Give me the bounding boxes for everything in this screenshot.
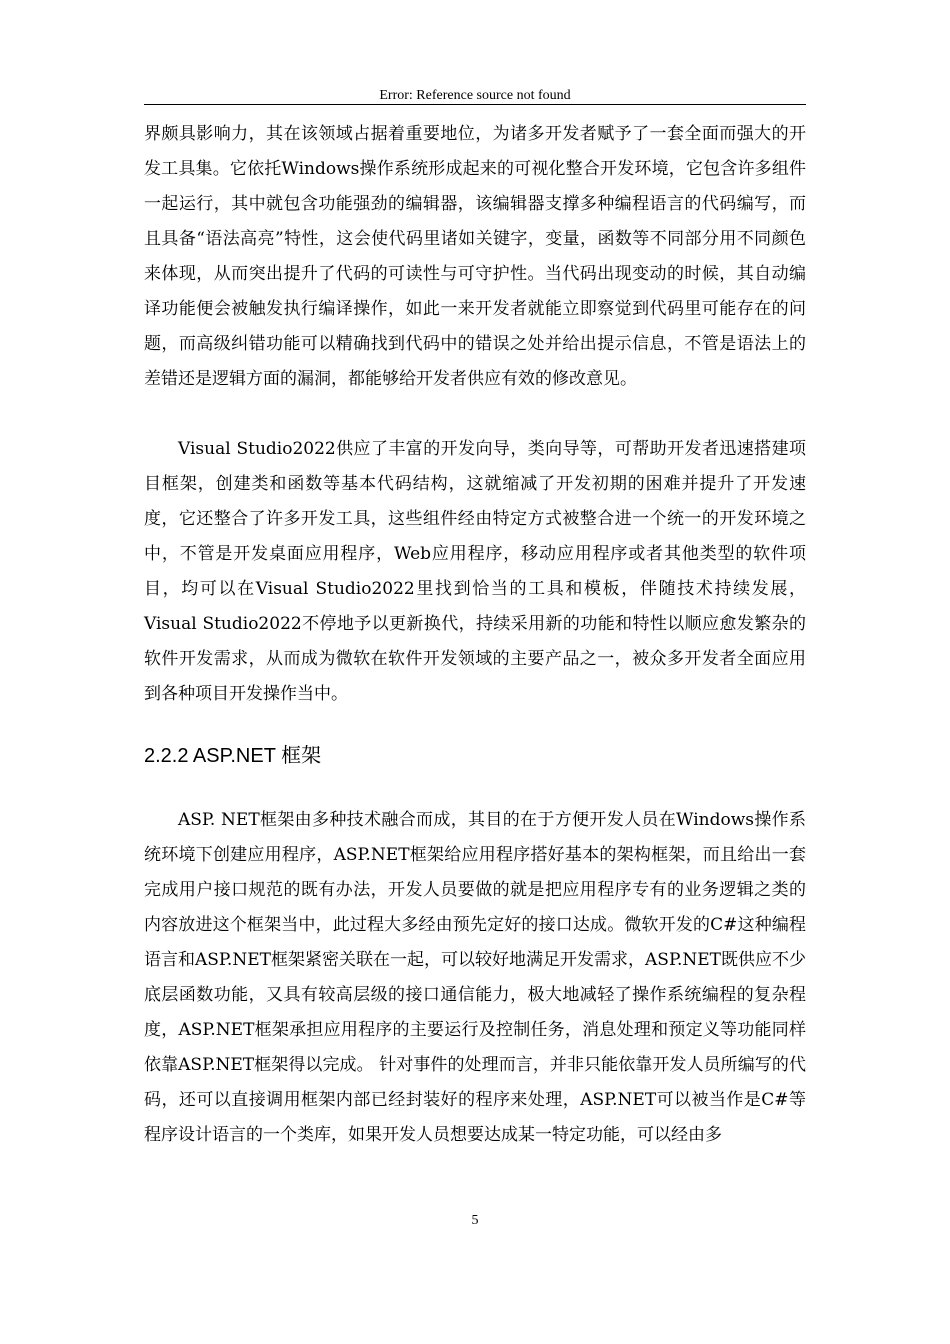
page-number: 5 (471, 1213, 479, 1228)
body-paragraph-3 (144, 803, 806, 1153)
body-paragraph-1-text: 界颇具影响力，其在该领域占据着重要地位，为诸多开发者赋予了一套全面而强大的开发工具集。它依托Windows操作系统形成起来的可视化整合开发环境，它包含许多组件一起运行，其中就包含功能强劲的编辑器，该编辑器支撑多种编程语言的代码编写，而且具备“语法高亮”特性，这会使代码里诸如关键字，变量，函数等不同部分用不同颜色来体现，从而突出提升了代码的可读性与可守护性。当代码出现变动的时候，其自动编译功能便会被触发执行编译操作，如此一来开发者就能立即察觉到代码里可能存在的问题，而高级纠错功能可以精确找到代码中的错误之处并给出提示信息，不管是语法上的差错还是逻辑方面的漏洞，都能够给开发者供应有效的修改意见。 (144, 124, 806, 389)
body-paragraph-1 (144, 117, 806, 397)
body-paragraph-2 (144, 432, 806, 712)
page-header: Error: Reference source not found (379, 88, 571, 103)
section-heading: 2.2.2 ASP.NET 框架 (144, 745, 322, 767)
body-paragraph-3-text: ASP. NET框架由多种技术融合而成，其目的在于方便开发人员在Windows操作系统环境下创建应用程序，ASP.NET框架给应用程序搭好基本的架构框架，而且给出一套完成用户接口规范的既有办法，开发人员要做的就是把应用程序专有的业务逻辑之类的内容放进这个框架当中，此过程大多经由预先定好的接口达成。微软开发的C#这种编程语言和ASP.NET框架紧密关联在一起，可以较好地满足开发需求，ASP.NET既供应不少底层函数功能，又具有较高层级的接口通信能力，极大地减轻了操作系统编程的复杂程度，ASP.NET框架承担应用程序的主要运行及控制任务，消息处理和预定义等功能同样依靠ASP.NET框架得以完成。 针对事件的处理而言，并非只能依靠开发人员所编写的代码，还可以直接调用框架内部已经封装好的程序来处理，ASP.NET可以被当作是C#等程序设计语言的一个类库，如果开发人员想要达成某一特定功能，可以经由多 (144, 810, 806, 1145)
header-rule (144, 104, 806, 105)
body-paragraph-2-text: Visual Studio2022供应了丰富的开发向导，类向导等，可帮助开发者迅速搭建项目框架，创建类和函数等基本代码结构，这就缩减了开发初期的困难并提升了开发速度，它还整合了许多开发工具，这些组件经由特定方式被整合进一个统一的开发环境之中，不管是开发桌面应用程序，Web应用程序，移动应用程序或者其他类型的软件项目，均可以在Visual Studio2022里找到恰当的工具和模板，伴随技术持续发展，Visual Studio2022不停地予以更新换代，持续采用新的功能和特性以顺应愈发繁杂的软件开发需求，从而成为微软在软件开发领域的主要产品之一，被众多开发者全面应用到各种项目开发操作当中。 (144, 439, 806, 704)
